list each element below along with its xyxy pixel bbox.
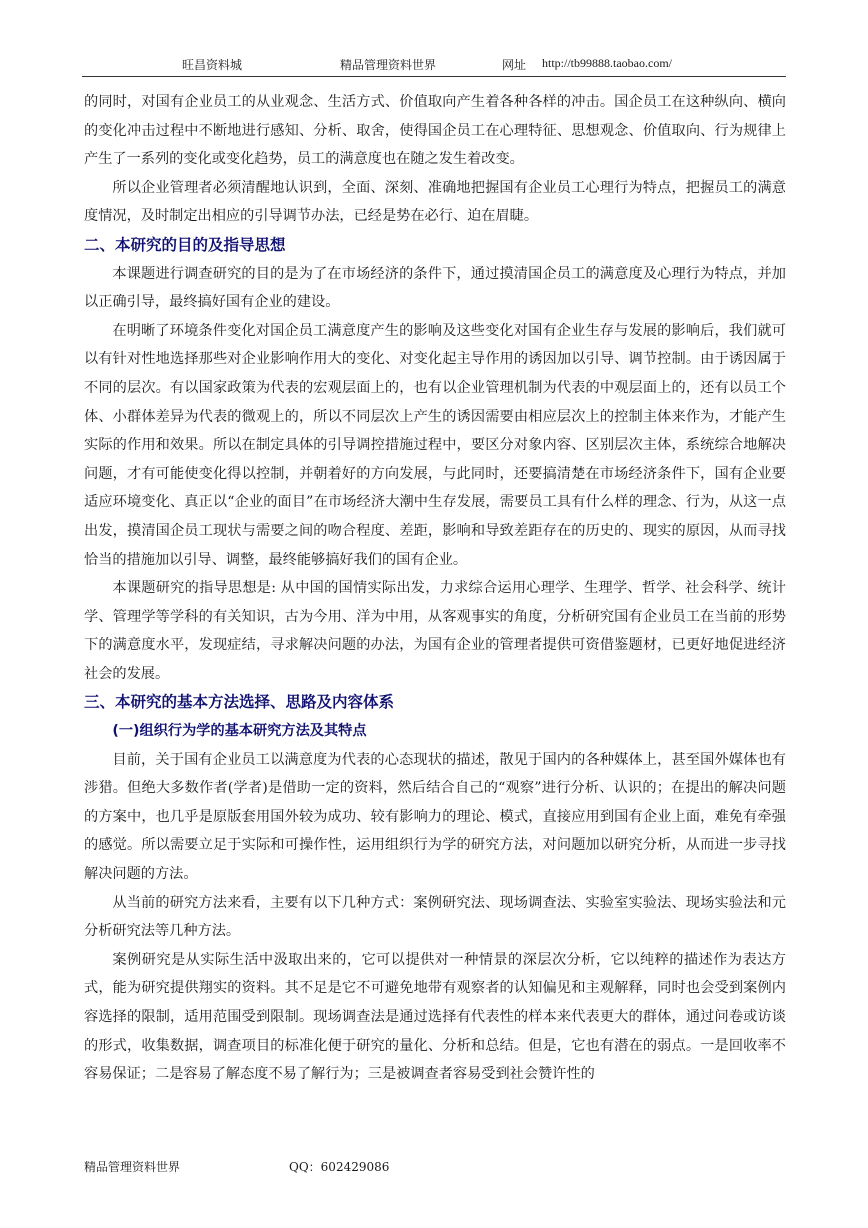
- paragraph: 从当前的研究方法来看，主要有以下几种方式：案例研究法、现场调查法、实验室实验法、现场实验法和元分析研究法等几种方法。: [84, 894, 786, 940]
- header-site-name: 精品管理资料世界: [340, 58, 437, 72]
- paragraph: 目前，关于国有企业员工以满意度为代表的心态现状的描述，散见于国内的各种媒体上，甚至国外媒体也有涉猎。但绝大多数作者(学者)是借助一定的资料，然后结合自己的“观察”进行分析、认识的；在提出的解决问题的方案中，也几乎是原版套用国外较为成功、较有影响力的理论、模式，直接应用到国有企业上面，难免有牵强的感觉。所以需要立足于实际和可操作性，运用组织行为学的研究方法，对问题加以研究分析，从而进一步寻找解决问题的方法。: [84, 751, 786, 883]
- paragraph-continuation: 的同时，对国有企业员工的从业观念、生活方式、价值取向产生着各种各样的冲击。国企员工在这种纵向、横向的变化冲击过程中不断地进行感知、分析、取舍，使得国企员工在心理特征、思想观念、价值取向、行为规律上产生了一系列的变化或变化趋势，员工的满意度也在随之发生着改变。: [84, 94, 786, 168]
- section-heading: 二、本研究的目的及指导思想: [84, 235, 286, 254]
- footer-site-name: 精品管理资料世界: [84, 1160, 181, 1174]
- paragraph: 案例研究是从实际生活中汲取出来的，它可以提供对一种情景的深层次分析，它以纯粹的描述作为表达方式，能为研究提供翔实的资料。其不足是它不可避免地带有观察者的认知偏见和主观解释，同时也会受到案例内容选择的限制，适用范围受到限制。现场调查法是通过选择有代表性的样本来代表更大的群体，通过问卷或访谈的形式，收集数据，调查项目的标准化便于研究的量化、分析和总结。但是，它也有潜在的弱点。一是回收率不容易保证；二是容易了解态度不易了解行为；三是被调查者容易受到社会赞许性的: [84, 951, 786, 1083]
- document-body: [84, 88, 786, 1089]
- paragraph: 本课题进行调查研究的目的是为了在市场经济的条件下，通过摸清国企员工的满意度及心理行为特点，并加以正确引导，最终搞好国有企业的建设。: [84, 265, 786, 311]
- paragraph: 所以企业管理者必须清醒地认识到，全面、深刻、准确地把握国有企业员工心理行为特点，把握员工的满意度情况，及时制定出相应的引导调节办法，已经是势在必行、迫在眉睫。: [84, 179, 786, 225]
- paragraph: 本课题研究的指导思想是: 从中国的国情实际出发，力求综合运用心理学、生理学、哲学、社会科学、统计学、管理学等学科的有关知识，古为今用、洋为中用，从客观事实的角度，分析研究国有企业员工在当前的形势下的满意度水平，发现症结，寻求解决问题的办法，为国有企业的管理者提供可资借鉴题材，已更好地促进经济社会的发展。: [84, 580, 786, 682]
- header-url-label: 网址: [502, 58, 527, 72]
- footer-qq: QQ：602429086: [289, 1160, 390, 1174]
- paragraph: 在明晰了环境条件变化对国企员工满意度产生的影响及这些变化对国有企业生存与发展的影响后，我们就可以有针对性地选择那些对企业影响作用大的变化、对变化起主导作用的诱因加以引导、调节控制。由于诱因属于不同的层次。有以国家政策为代表的宏观层面上的，也有以企业管理机制为代表的中观层面上的，还有以员工个体、小群体差异为代表的微观上的，所以不同层次上产生的诱因需要由相应层次上的控制主体来作为，才能产生实际的作用和效果。所以在制定具体的引导调控措施过程中，要区分对象内容、区别层次主体，系统综合地解决问题，才有可能使变化得以控制，并朝着好的方向发展，与此同时，还要搞清楚在市场经济条件下，国有企业要适应环境变化、真正以“企业的面目”在市场经济大潮中生存发展，需要员工具有什么样的理念、行为，从这一点出发，摸清国企员工现状与需要之间的吻合程度、差距，影响和导致差距存在的历史的、现实的原因，从而寻找恰当的措施加以引导、调整，最终能够搞好我们的国有企业。: [84, 322, 786, 568]
- page-header: [82, 56, 786, 77]
- header-shop-name: 旺昌资料城: [182, 58, 243, 72]
- header-url-link[interactable]: http://tb99888.taobao.com/: [542, 56, 672, 70]
- section-heading: 三、本研究的基本方法选择、思路及内容体系: [84, 693, 395, 712]
- subsection-heading: (一)组织行为学的基本研究方法及其特点: [112, 723, 367, 740]
